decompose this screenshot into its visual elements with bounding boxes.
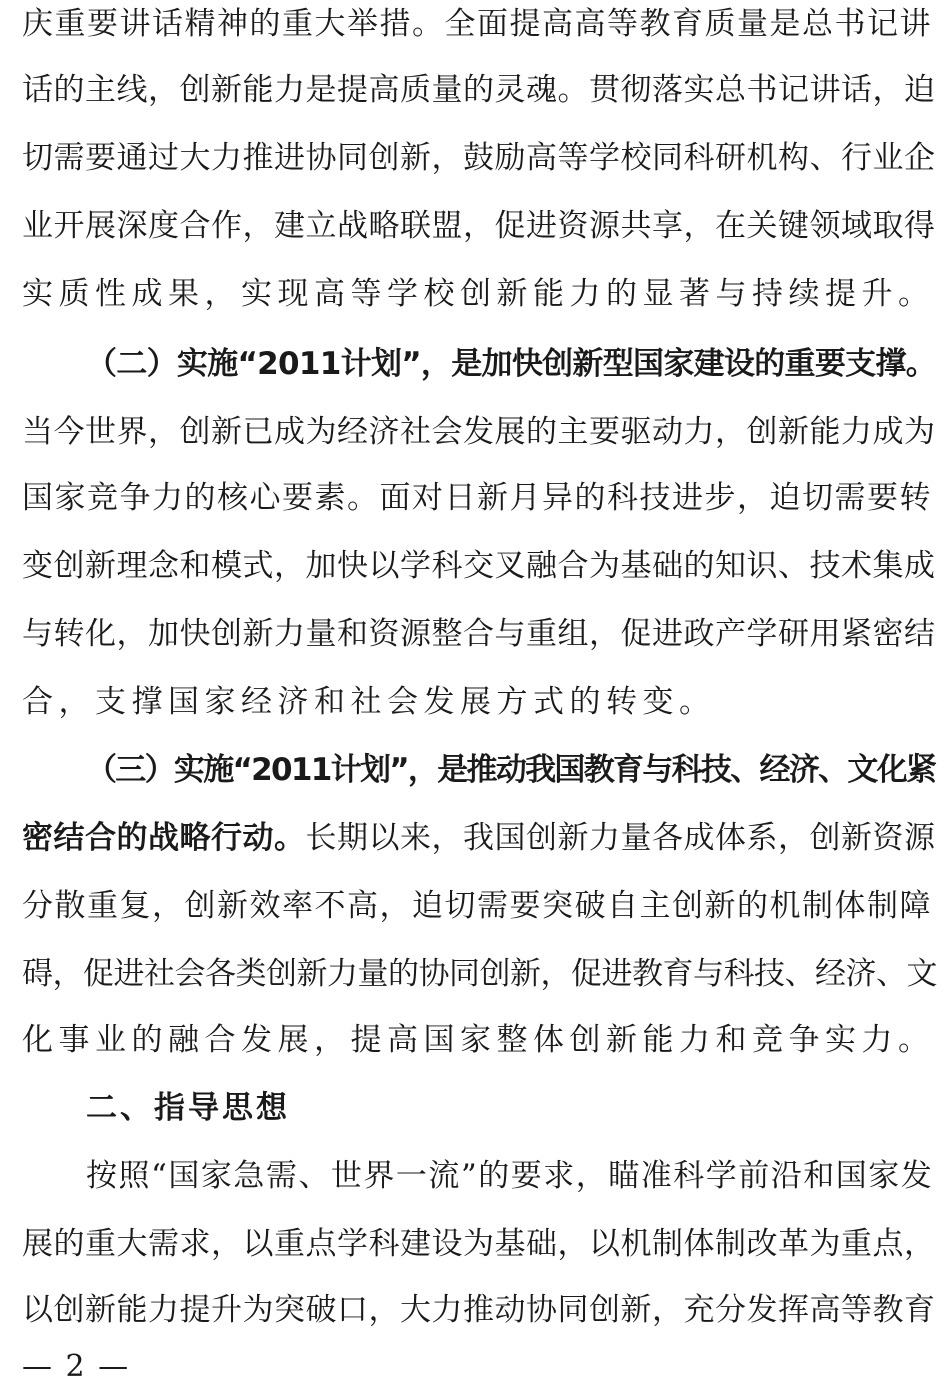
section-heading: 二、指导思想 bbox=[86, 1090, 290, 1126]
body-text-line: 分散重复，创新效率不高，迫切需要突破自主创新的机制体制障 bbox=[22, 888, 932, 924]
body-text-line: 话的主线，创新能力是提高质量的灵魂。贯彻落实总书记讲话，迫 bbox=[22, 72, 936, 108]
body-text-line: 碍，促进社会各类创新力量的协同创新，促进教育与科技、经济、文 bbox=[22, 956, 937, 992]
body-text-line: 实质性成果，实现高等学校创新能力的显著与持续提升。 bbox=[22, 276, 935, 312]
body-text-line: 展的重大需求，以重点学科建设为基础，以机制体制改革为重点， bbox=[22, 1226, 936, 1262]
body-text-line: 化事业的融合发展，提高国家整体创新能力和竞争实力。 bbox=[22, 1022, 935, 1058]
body-text-span: 长期以来，我国创新力量各成体系，创新资源 bbox=[305, 820, 936, 856]
body-text-line: 国家竞争力的核心要素。面对日新月异的科技进步，迫切需要转 bbox=[22, 480, 932, 516]
body-text-line: 以创新能力提升为突破口，大力推动协同创新，充分发挥高等教育 bbox=[22, 1292, 936, 1328]
body-text-line bbox=[22, 810, 936, 866]
paragraph-lead-bold: （三）实施“2011计划”，是推动我国教育与科技、经济、文化紧 bbox=[86, 752, 936, 788]
page-number: — 2 — bbox=[22, 1349, 131, 1384]
paragraph-lead-bold-continuation: 密结合的战略行动。 bbox=[22, 820, 306, 856]
body-text-line: 变创新理念和模式，加快以学科交叉融合为基础的知识、技术集成 bbox=[22, 548, 936, 584]
body-text-line: 合，支撑国家经济和社会发展方式的转变。 bbox=[22, 684, 716, 720]
body-text-line: 当今世界，创新已成为经济社会发展的主要驱动力，创新能力成为 bbox=[22, 414, 936, 450]
body-text-line: 切需要通过大力推进协同创新，鼓励高等学校同科研机构、行业企 bbox=[22, 140, 936, 176]
body-text-line: 业开展深度合作，建立战略联盟，促进资源共享，在关键领域取得 bbox=[22, 208, 936, 244]
body-text-line: 庆重要讲话精神的重大举措。全面提高高等教育质量是总书记讲 bbox=[22, 6, 932, 42]
body-text-line: 按照“国家急需、世界一流”的要求，瞄准科学前沿和国家发 bbox=[86, 1158, 934, 1194]
body-text-line: 与转化，加快创新力量和资源整合与重组，促进政产学研用紧密结 bbox=[22, 616, 936, 652]
paragraph-lead-bold: （二）实施“2011计划”，是加快创新型国家建设的重要支撑。 bbox=[86, 346, 937, 382]
